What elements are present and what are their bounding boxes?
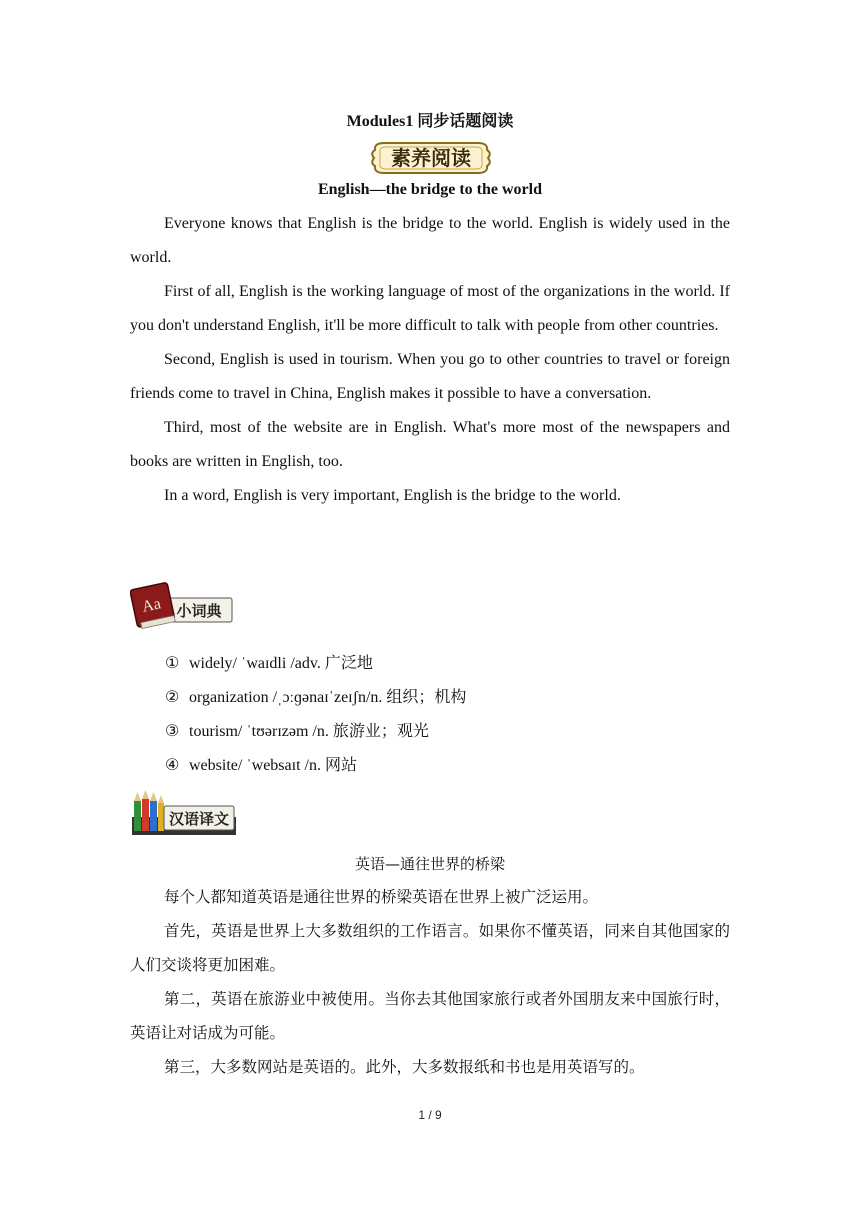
vocabulary-entry: website/ ˈwebsaɪt /n. 网站 xyxy=(189,757,357,774)
vocabulary-number: ② xyxy=(165,689,180,706)
passage-paragraph: First of all, English is the working language of most of the organizations in the world. If you don't understand English, it'll be more difficult to talk with people from other countries. xyxy=(130,283,730,334)
vocabulary-item xyxy=(165,647,725,681)
translation-pencils-icon xyxy=(130,789,236,837)
translation-heading: 汉语译文 xyxy=(168,810,230,828)
vocabulary-list xyxy=(165,647,725,783)
translation-body xyxy=(130,880,730,1084)
vocabulary-entry: tourism/ ˈtʊərɪzəm /n. 旅游业；观光 xyxy=(189,723,429,740)
vocabulary-number: ④ xyxy=(165,757,180,774)
translation-paragraph: 第二，英语在旅游业中被使用。当你去其他国家旅行或者外国朋友来中国旅行时，英语让对话成为可能。 xyxy=(130,990,730,1042)
translation-paragraph: 每个人都知道英语是通往世界的桥梁英语在世界上被广泛运用。 xyxy=(164,888,599,906)
passage-paragraph: Third, most of the website are in English. What's more most of the newspapers and books are written in English, too. xyxy=(130,419,730,470)
passage-paragraph: Everyone knows that English is the bridge to the world. English is widely used in the world. xyxy=(130,215,730,266)
document-title: Modules1 同步话题阅读 xyxy=(346,113,514,130)
vocabulary-item xyxy=(165,749,725,783)
vocabulary-entry: organization /ˌɔːɡənaɪˈzeɪʃn/n. 组织；机构 xyxy=(189,689,467,706)
passage-paragraph: Second, English is used in tourism. When you go to other countries to travel or foreign friends come to travel in China, English makes it possible to have a conversation. xyxy=(130,351,730,402)
translation-paragraph: 首先，英语是世界上大多数组织的工作语言。如果你不懂英语，同来自其他国家的人们交谈将更加困难。 xyxy=(130,922,730,974)
vocabulary-item xyxy=(165,681,725,715)
dictionary-heading: 小词典 xyxy=(176,602,222,620)
passage-title: English—the bridge to the world xyxy=(317,181,542,198)
badge-text: 素养阅读 xyxy=(391,146,471,170)
vocabulary-number: ③ xyxy=(165,723,180,740)
reading-badge-icon xyxy=(370,140,492,176)
vocabulary-item xyxy=(165,715,725,749)
vocabulary-entry: widely/ ˈwaɪdli /adv. 广泛地 xyxy=(189,655,373,672)
translation-paragraph: 第三，大多数网站是英语的。此外，大多数报纸和书也是用英语写的。 xyxy=(164,1058,645,1076)
dictionary-book-icon xyxy=(130,582,234,632)
page-number: 1 / 9 xyxy=(418,1108,442,1122)
passage-body xyxy=(130,207,730,513)
vocabulary-number: ① xyxy=(165,655,180,672)
dictionary-icon-label: Aa xyxy=(140,595,163,616)
translation-title: 英语—通往世界的桥梁 xyxy=(354,855,505,873)
passage-paragraph: In a word, English is very important, English is the bridge to the world. xyxy=(164,487,621,504)
